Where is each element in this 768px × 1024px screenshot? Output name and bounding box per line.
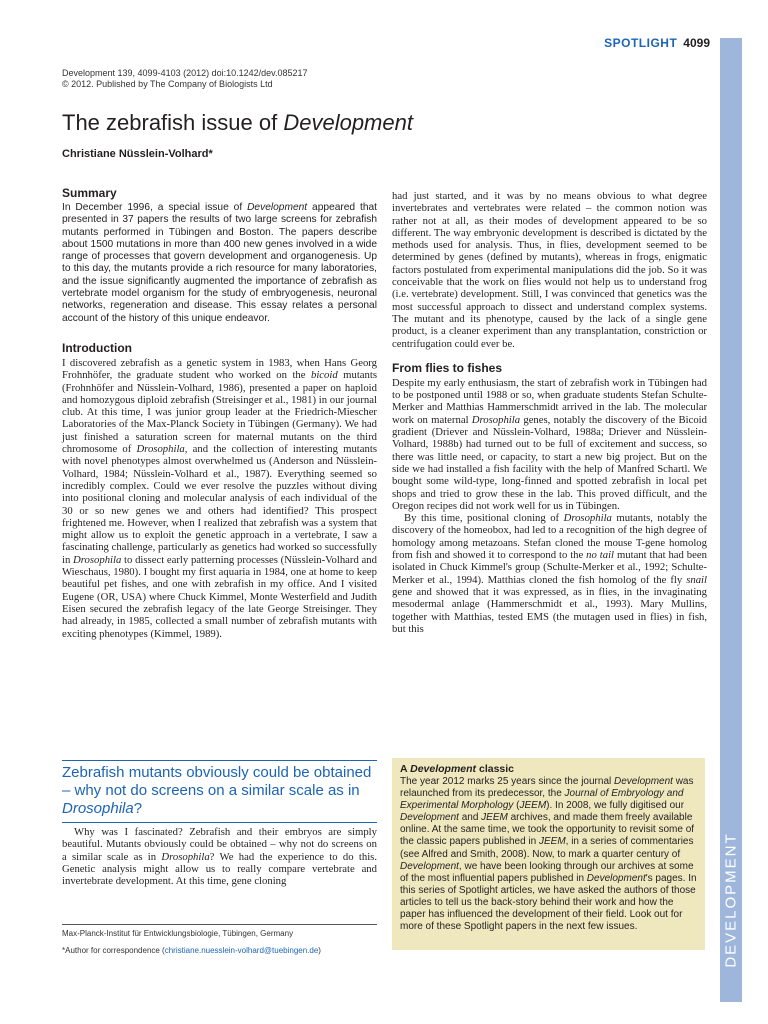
left-column — [62, 186, 377, 640]
left-column-continuation — [62, 826, 377, 887]
right-column — [392, 190, 707, 635]
affiliation-footnote: Max-Planck-Institut für Entwicklungsbiologie, Tübingen, Germany — [62, 924, 377, 938]
summary-heading: Summary — [62, 186, 117, 200]
article-title: The zebrafish issue of Development — [62, 110, 413, 135]
pull-quote: Zebrafish mutants obviously could be obtained – why not do screens on a similar scale as in Drosophila? — [62, 760, 377, 823]
classic-box-heading: A Development classic — [400, 763, 515, 775]
classic-box-text: The year 2012 marks 25 years since the journal Development was relaunched from its predecessor, the Journal of Embryology and Experimental Morphology (JEEM). In 2008, we fully digitised our Development and JEEM archives, and made them freely available online. At the same time, we took the opportunity to revisit some of the classic papers published in JEEM, in a series of commentaries (see Alfred and Smith, 2008). Now, to mark a quarter century of Development, we have been looking through our archives at some of the most influential papers published in Development's pages. In this series of Spotlight articles, we have asked the authors of those articles to tell us the back-story behind their work and how the paper has influenced the development of their field. Look out for more of these Spotlight papers in the next few issues. — [400, 776, 697, 933]
page-number: 4099 — [683, 36, 710, 50]
correspondence-footnote: *Author for correspondence (christiane.nuesslein-volhard@tuebingen.de) — [62, 946, 321, 955]
section-label: SPOTLIGHT — [604, 36, 678, 50]
body-paragraph: Why was I fascinated? Zebrafish and their embryos are simply beautiful. Mutants obviously could be obtained – why not do screens on a similar scale as in Drosophila? We had the experience to do this. Genetic analysis might allow us to really compare vertebrate and invertebrate development. At this time, gene cloning — [62, 826, 377, 888]
journal-name: Development — [283, 110, 413, 135]
body-paragraph: Despite my early enthusiasm, the start of zebrafish work in Tübingen had to be postponed until 1988 or so, when graduate students Stefan Schulte-Merker and Matthias Hammerschmidt arrived in the lab. The molecular work on maternal Drosophila genes, notably the discovery of the Bicoid gradient (Driever and Nüsslein-Volhard, 1988a; Driever and Nüsslein-Volhard, 1988b) had turned out to be full of excitement and success, so there was little need, or capacity, to start a new big project. But on the side we had installed a fish facility with the help of Manfred Schartl. We bought some wild-type, long-finned and spotted zebrafish in local pet shops and tried to grow these in the lab. This proved difficult, and the Oregon recipes did not work well for us in Tübingen. — [392, 376, 707, 512]
side-band-text: DEVELOPMENT — [722, 832, 740, 968]
summary-paragraph: In December 1996, a special issue of Development appeared that presented in 37 papers the results of two large screens for zebrafish mutants performed in Tübingen and Boston. The papers describe about 1500 mutations in more than 400 new genes involved in a wide range of processes that govern development and organogenesis. Up to this day, the mutants provide a rich resource for many laboratories, and the issue significantly augmented the importance of zebrafish as vertebrate model organism for the study of embryogenesis, neuronal networks, regeneration and disease. This essay relates a personal account of the history of this unique endeavor. — [62, 202, 377, 324]
author-name: Christiane Nüsslein-Volhard* — [62, 148, 213, 160]
body-paragraph: By this time, positional cloning of Drosophila mutants, notably the discovery of the homeobox, had led to a recognition of the high degree of homology among metazoans. Stefan cloned the mouse T-gene homolog from fish and showed it to correspond to the no tail mutant that had been isolated in Chuck Kimmel's group (Schulte-Merker et al., 1992; Schulte-Merker et al., 1994). Matthias cloned the fish homolog of the fly snail gene and showed that it was expressed, as in flies, in the invaginating mesodermal anlage (Hammerschmidt et al., 1993). Mary Mullins, together with Matthias, tested EMS (the mutagen used in flies) in fish, but this — [392, 512, 707, 635]
author-email-link[interactable]: christiane.nuesslein-volhard@tuebingen.de — [164, 946, 319, 955]
introduction-paragraph: I discovered zebrafish as a genetic system in 1983, when Hans Georg Frohnhöfer, the graduate student who worked on the bicoid mutants (Frohnhöfer and Nüsslein-Volhard, 1986), presented a paper on haploid and homozygous diploid zebrafish (Streisinger et al., 1981) in our journal club. At this time, I was junior group leader at the Friedrich-Miescher Laboratories of the Max-Planck Society in Tübingen (Germany). We had just finished a saturation screen for maternal mutants on the third chromosome of Drosophila, and the collection of interesting mutants with novel phenotypes almost overwhelmed us (Anderson and Nüsslein-Volhard, 1984; Nüsslein-Volhard et al., 1987). Everything seemed so incredibly complex. Could we ever resolve the puzzles without diving into positional cloning and molecular analysis of each individual of the 30 or so new genes we and others had identified? This prospect frightened me. However, when I realized that zebrafish was a system that might allow us to exploit the genetic approach in a vertebrate, I saw a fascinating challenge, particularly as genetics had worked so successfully in Drosophila to dissect early patterning processes (Nüsslein-Volhard and Wieschaus, 1980). I bought my first aquaria in 1984, one at home to keep beautiful pet fishes, and one with zebrafish in my office. And I visited Eugene (OR, USA) where Chuck Kimmel, Monte Westerfield and Judith Eisen secured the zebrafish legacy of the late George Streisinger. They had already, in 1985, collected a small number of zebrafish mutants with exciting phenotypes (Kimmel, 1989). — [62, 356, 378, 640]
development-classic-box — [392, 758, 705, 950]
journal-side-label — [720, 820, 742, 980]
citation-line: Development 139, 4099-4103 (2012) doi:10.1242/dev.085217 — [62, 68, 308, 78]
copyright-line: © 2012. Published by The Company of Biologists Ltd — [62, 79, 273, 89]
body-paragraph: had just started, and it was by no means obvious to what degree invertebrates and vertebrates were related – the common notion was rather not at all, as their modes of development appeared to be so different. The way embryonic development is described is dictated by the methods used for analysis. Thus, in flies, development seemed to be determined by genes (defined by mutants), whereas in frogs, enigmatic factors postulated from experimental manipulations did the job. So it was conceivable that the work on flies would not help us to understand frog (i.e. vertebrate) development. Still, I was convinced that genetics was the most successful approach to dissect and understand complex systems. The mutant and its phenotype, caused by the lack of a single gene product, is a cleaner experiment than any transplantation, constriction or centrifugation could ever be. — [392, 190, 707, 350]
running-header — [590, 36, 710, 50]
flies-to-fishes-heading: From flies to fishes — [392, 360, 503, 375]
citation-block — [62, 68, 482, 90]
introduction-heading: Introduction — [62, 340, 132, 355]
